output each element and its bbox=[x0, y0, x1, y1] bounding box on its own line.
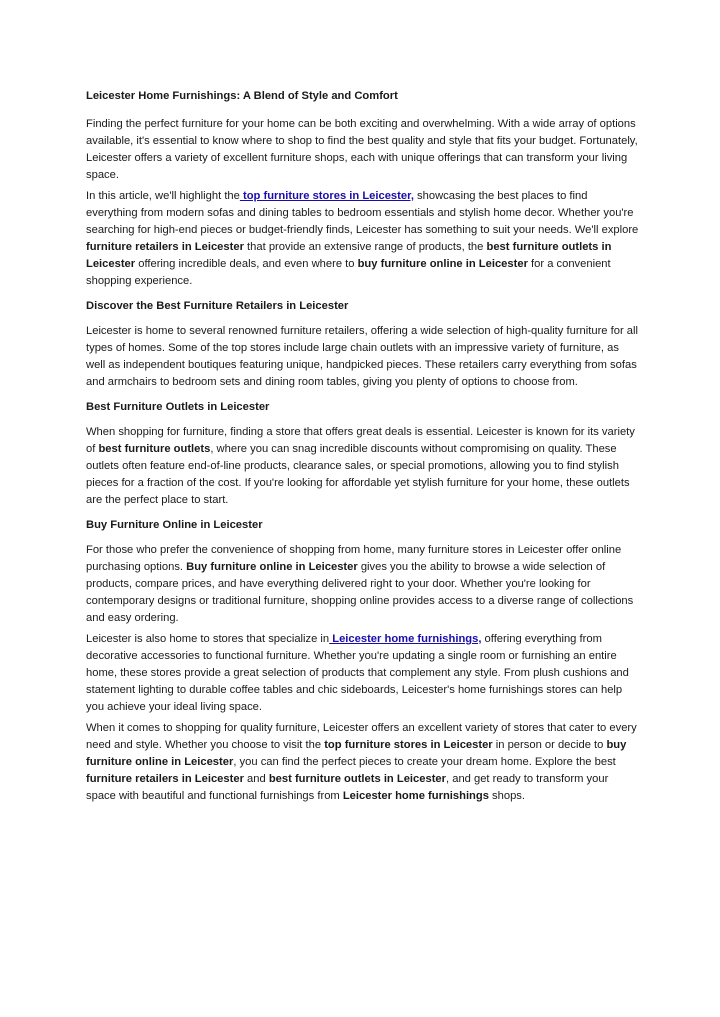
section-heading-outlets: Best Furniture Outlets in Leicester bbox=[86, 401, 270, 413]
bold-phrase: furniture retailers in Leicester bbox=[86, 241, 244, 253]
bold-phrase: buy furniture online in Leicester bbox=[86, 739, 627, 768]
bold-phrase: Leicester home furnishings bbox=[342, 790, 489, 802]
home-furnishings-paragraph bbox=[86, 631, 640, 716]
section-heading-online: Buy Furniture Online in Leicester bbox=[86, 519, 263, 531]
article-overview-paragraph bbox=[86, 188, 640, 290]
text-span: that provide an extensive range of products, the bbox=[243, 241, 487, 253]
text-span: offering everything from decorative accessories to functional furniture. Whether you're updating a single room or furnishing an entire home, these stores provide a great selection of products that complement any style. From plush cushions and statement lighting to durable coffee tables and chic sideboards, Leicester's home furnishings stores can help you achieve your ideal living space. bbox=[86, 633, 629, 713]
bold-phrase: best furniture outlets in Leicester bbox=[268, 773, 446, 785]
outlets-paragraph bbox=[86, 424, 640, 509]
bold-phrase: buy furniture online in Leicester bbox=[357, 258, 528, 270]
conclusion-paragraph bbox=[86, 720, 640, 805]
section-heading-retailers: Discover the Best Furniture Retailers in Leicester bbox=[86, 300, 349, 312]
intro-paragraph: Finding the perfect furniture for your home can be both exciting and overwhelming. With a wide array of options available, it's essential to know where to shop to find the best quality and style that fits your budget. Fortunately, Leicester offers a variety of excellent furniture shops, each with unique offerings that can transform your living space. bbox=[86, 118, 638, 181]
text-span: , you can find the perfect pieces to create your dream home. Explore the best bbox=[233, 756, 616, 768]
text-span: gives you the ability to browse a wide selection of products, compare prices, and have everything delivered right to your door. Whether you're looking for contemporary designs or traditional furniture, shopping online provides access to a diverse range of collections and easy ordering. bbox=[86, 561, 634, 624]
text-span: Leicester is also home to stores that specialize in bbox=[86, 633, 330, 645]
retailers-paragraph: Leicester is home to several renowned furniture retailers, offering a wide selection of high-quality furniture for all types of homes. Some of the top stores include large chain outlets with an impressive variety of furniture, as well as independent boutiques featuring unique, handpicked pieces. These retailers carry everything from sofas and armchairs to bedroom sets and dining room tables, giving you plenty of options to choose from. bbox=[86, 325, 638, 388]
top-furniture-stores-link[interactable]: top furniture stores in Leicester, bbox=[239, 190, 414, 202]
text-span: showcasing the best places to find everything from modern sofas and dining tables to bedroom essentials and stylish home decor. Whether you're searching for high-end pieces or budget-friendly finds, Leicester has something to suit your needs. We'll explore bbox=[86, 190, 639, 236]
text-span: shops. bbox=[488, 790, 526, 802]
text-span: In this article, we'll highlight the bbox=[86, 190, 240, 202]
leicester-home-furnishings-link[interactable]: Leicester home furnishings, bbox=[329, 633, 482, 645]
document-page bbox=[86, 88, 640, 809]
document-title: Leicester Home Furnishings: A Blend of Style and Comfort bbox=[86, 90, 398, 102]
bold-phrase: best furniture outlets in Leicester bbox=[86, 241, 612, 270]
text-span: for a convenient shopping experience. bbox=[86, 258, 611, 287]
bold-phrase: top furniture stores in Leicester bbox=[324, 739, 493, 751]
text-span: in person or decide to bbox=[492, 739, 607, 751]
text-span: When it comes to shopping for quality furniture, Leicester offers an excellent variety of stores that cater to every need and style. Whether you choose to visit the bbox=[86, 722, 637, 751]
bold-phrase: Buy furniture online in Leicester bbox=[186, 561, 358, 573]
bold-phrase: furniture retailers in Leicester bbox=[86, 773, 244, 785]
text-span: offering incredible deals, and even where to bbox=[135, 258, 358, 270]
text-span: , and get ready to transform your space with beautiful and functional furnishings from bbox=[86, 773, 609, 802]
text-span: When shopping for furniture, finding a store that offers great deals is essential. Leicester is known for its variety of bbox=[86, 426, 635, 455]
text-span: For those who prefer the convenience of shopping from home, many furniture stores in Leicester offer online purchasing options. bbox=[86, 544, 622, 573]
text-span: , where you can snag incredible discounts without compromising on quality. These outlets often feature end-of-line products, clearance sales, or special promotions, allowing you to find stylish pieces for a fraction of the cost. If you're looking for affordable yet stylish furniture for your home, these outlets are the perfect place to start. bbox=[86, 443, 630, 506]
text-span: and bbox=[243, 773, 269, 785]
bold-phrase: best furniture outlets bbox=[98, 443, 211, 455]
online-paragraph bbox=[86, 542, 640, 627]
